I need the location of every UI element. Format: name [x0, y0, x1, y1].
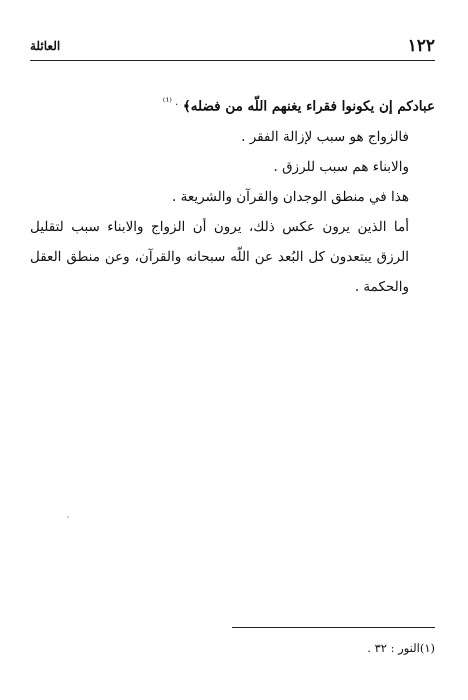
body-line-1: فالزواج هو سبب لإزالة الفقر . — [241, 128, 409, 145]
running-head — [30, 36, 435, 62]
body-text — [30, 88, 435, 302]
body-line-2: والابناء هم سبب للرزق . — [273, 158, 409, 175]
quran-verse: عبادكم إن يكونوا فقراء يغنهم اللّه من فضله﴾ — [182, 98, 435, 115]
body-line-3: هذا في منطق الوجدان والقرآن والشريعة . — [172, 188, 409, 205]
page-number: ١٢٢ — [407, 36, 435, 56]
footnote-reference: . ⁽¹⁾ — [162, 97, 179, 108]
footnote-rule — [232, 627, 435, 628]
footnote: (١)النور : ٣٢ . — [367, 641, 435, 655]
body-paragraph: أما الذين يرون عكس ذلك، يرون أن الزواج والابناء سبب لتقليل الرزق يبتعدون كل البُعد عن اللّه سبحانه والقرآن، وعن منطق العقل والحكمة . — [30, 218, 409, 295]
running-title: العائلة — [30, 39, 61, 53]
quran-verse-line — [30, 88, 435, 122]
header-rule — [30, 60, 435, 61]
scan-speck — [67, 516, 69, 518]
